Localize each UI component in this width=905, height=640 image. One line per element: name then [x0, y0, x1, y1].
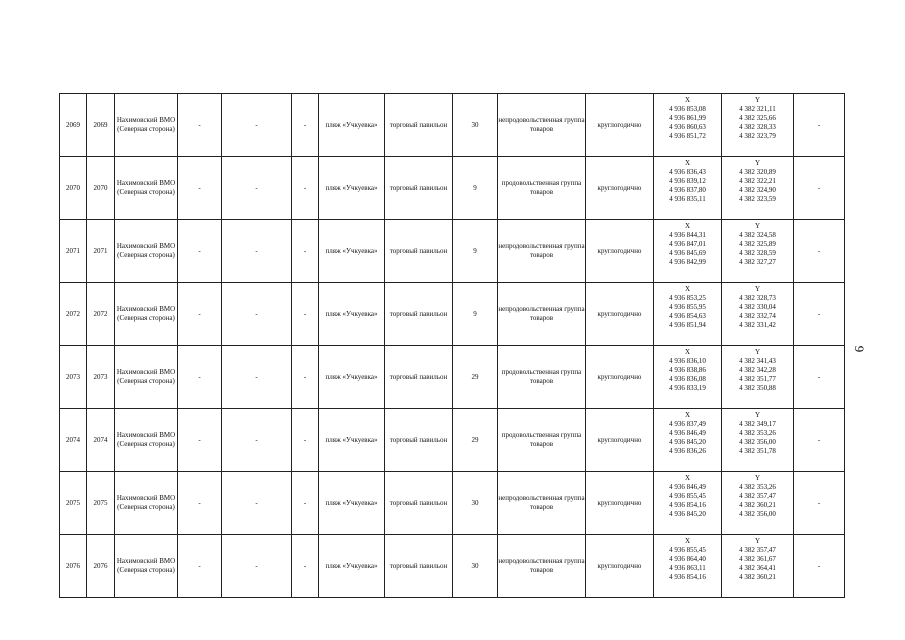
y-coordinate-value: 4 382 328,33: [739, 123, 776, 131]
x-coordinate-value: 4 936 855,45: [669, 546, 706, 554]
registry-table: [59, 93, 845, 598]
object-type-cell: торговый павильон: [385, 409, 453, 472]
x-coordinate-value: 4 936 847,01: [669, 240, 706, 248]
y-coordinate-value: 4 382 364,41: [739, 564, 776, 572]
y-coordinate-value: 4 382 328,73: [739, 294, 776, 302]
y-coordinate-value: 4 382 349,17: [739, 420, 776, 428]
y-coordinate-value: 4 382 323,79: [739, 132, 776, 140]
y-coordinate-value: 4 382 330,04: [739, 303, 776, 311]
x-coordinate-value: 4 936 845,69: [669, 249, 706, 257]
period-cell: круглогодично: [586, 157, 654, 220]
empty-cell-6: -: [292, 535, 319, 598]
table-row: [60, 283, 845, 346]
object-type-cell: торговый павильон: [385, 346, 453, 409]
specialization-cell: непродовольственная группа товаров: [498, 220, 586, 283]
location-cell: пляж «Учкуевка»: [319, 472, 385, 535]
empty-cell-5: -: [222, 535, 292, 598]
object-type-cell: торговый павильон: [385, 472, 453, 535]
period-cell: круглогодично: [586, 472, 654, 535]
district-cell: Нахимовский ВМО (Северная сторона): [115, 409, 178, 472]
x-coordinate-value: 4 936 836,26: [669, 447, 706, 455]
empty-cell-6: -: [292, 94, 319, 157]
object-number-cell: 2076: [87, 535, 115, 598]
location-cell: пляж «Учкуевка»: [319, 409, 385, 472]
x-coordinates-cell: [654, 94, 722, 157]
y-coordinates-cell: [722, 94, 794, 157]
y-coordinate-value: 4 382 357,47: [739, 546, 776, 554]
y-coordinate-value: 4 382 322,21: [739, 177, 776, 185]
y-coordinate-value: 4 382 357,47: [739, 492, 776, 500]
row-number-cell: 2072: [60, 283, 87, 346]
y-coordinate-value: 4 382 356,00: [739, 510, 776, 518]
table-body: [60, 94, 845, 598]
x-coordinate-value: 4 936 863,11: [669, 564, 706, 572]
y-coordinates-cell: [722, 472, 794, 535]
y-coordinates-cell: [722, 157, 794, 220]
period-cell: круглогодично: [586, 346, 654, 409]
y-coordinates-cell: [722, 220, 794, 283]
table-row: [60, 346, 845, 409]
row-number-cell: 2070: [60, 157, 87, 220]
table-row: [60, 409, 845, 472]
x-coordinate-value: 4 936 835,11: [669, 195, 706, 203]
object-type-cell: торговый павильон: [385, 535, 453, 598]
x-coordinate-value: X: [684, 159, 691, 167]
table-row: [60, 157, 845, 220]
period-cell: круглогодично: [586, 94, 654, 157]
table-row: [60, 535, 845, 598]
district-cell: Нахимовский ВМО (Северная сторона): [115, 94, 178, 157]
x-coordinate-value: 4 936 845,20: [669, 510, 706, 518]
empty-cell-6: -: [292, 472, 319, 535]
y-coordinates-cell: [722, 535, 794, 598]
period-cell: круглогодично: [586, 535, 654, 598]
area-cell: 9: [453, 220, 498, 283]
notes-cell: -: [794, 283, 845, 346]
x-coordinate-value: 4 936 855,45: [669, 492, 706, 500]
notes-cell: -: [794, 94, 845, 157]
empty-cell-6: -: [292, 346, 319, 409]
object-number-cell: 2074: [87, 409, 115, 472]
row-number-cell: 2076: [60, 535, 87, 598]
specialization-cell: непродовольственная группа товаров: [498, 94, 586, 157]
x-coordinate-value: 4 936 845,20: [669, 438, 706, 446]
x-coordinate-value: 4 936 854,16: [669, 501, 706, 509]
location-cell: пляж «Учкуевка»: [319, 283, 385, 346]
y-coordinate-value: 4 382 361,67: [739, 555, 776, 563]
x-coordinate-value: 4 936 846,49: [669, 483, 706, 491]
x-coordinates-cell: [654, 472, 722, 535]
area-cell: 30: [453, 94, 498, 157]
y-coordinate-value: 4 382 325,89: [739, 240, 776, 248]
row-number-cell: 2071: [60, 220, 87, 283]
x-coordinate-value: 4 936 864,40: [669, 555, 706, 563]
area-cell: 30: [453, 472, 498, 535]
empty-cell-5: -: [222, 472, 292, 535]
x-coordinate-value: 4 936 844,31: [669, 231, 706, 239]
x-coordinate-value: X: [684, 537, 691, 545]
empty-cell-4: -: [178, 157, 222, 220]
district-cell: Нахимовский ВМО (Северная сторона): [115, 535, 178, 598]
empty-cell-5: -: [222, 220, 292, 283]
x-coordinate-value: X: [684, 411, 691, 419]
empty-cell-6: -: [292, 283, 319, 346]
period-cell: круглогодично: [586, 283, 654, 346]
x-coordinate-value: 4 936 836,43: [669, 168, 706, 176]
object-type-cell: торговый павильон: [385, 283, 453, 346]
empty-cell-6: -: [292, 409, 319, 472]
y-coordinate-value: 4 382 353,26: [739, 429, 776, 437]
y-coordinate-value: 4 382 325,66: [739, 114, 776, 122]
x-coordinate-value: 4 936 861,99: [669, 114, 706, 122]
table-row: [60, 94, 845, 157]
x-coordinate-value: 4 936 853,08: [669, 105, 706, 113]
y-coordinate-value: 4 382 351,78: [739, 447, 776, 455]
empty-cell-4: -: [178, 283, 222, 346]
y-coordinates-cell: [722, 283, 794, 346]
district-cell: Нахимовский ВМО (Северная сторона): [115, 346, 178, 409]
y-coordinate-value: Y: [754, 474, 761, 482]
specialization-cell: непродовольственная группа товаров: [498, 535, 586, 598]
area-cell: 29: [453, 409, 498, 472]
x-coordinate-value: 4 936 860,63: [669, 123, 706, 131]
y-coordinate-value: 4 382 324,90: [739, 186, 776, 194]
empty-cell-4: -: [178, 94, 222, 157]
specialization-cell: продовольственная группа товаров: [498, 157, 586, 220]
y-coordinate-value: 4 382 331,42: [739, 321, 776, 329]
empty-cell-6: -: [292, 157, 319, 220]
empty-cell-5: -: [222, 94, 292, 157]
x-coordinates-cell: [654, 220, 722, 283]
notes-cell: -: [794, 220, 845, 283]
object-number-cell: 2075: [87, 472, 115, 535]
object-number-cell: 2072: [87, 283, 115, 346]
x-coordinate-value: 4 936 837,80: [669, 186, 706, 194]
empty-cell-4: -: [178, 472, 222, 535]
x-coordinates-cell: [654, 346, 722, 409]
district-cell: Нахимовский ВМО (Северная сторона): [115, 283, 178, 346]
location-cell: пляж «Учкуевка»: [319, 535, 385, 598]
notes-cell: -: [794, 157, 845, 220]
empty-cell-4: -: [178, 220, 222, 283]
y-coordinate-value: Y: [754, 348, 761, 356]
y-coordinate-value: 4 382 356,00: [739, 438, 776, 446]
y-coordinate-value: 4 382 353,26: [739, 483, 776, 491]
object-number-cell: 2071: [87, 220, 115, 283]
x-coordinates-cell: [654, 409, 722, 472]
y-coordinate-value: 4 382 360,21: [739, 501, 776, 509]
y-coordinate-value: 4 382 360,21: [739, 573, 776, 581]
empty-cell-5: -: [222, 346, 292, 409]
object-type-cell: торговый павильон: [385, 157, 453, 220]
x-coordinate-value: X: [684, 96, 691, 104]
table-row: [60, 220, 845, 283]
specialization-cell: непродовольственная группа товаров: [498, 472, 586, 535]
district-cell: Нахимовский ВМО (Северная сторона): [115, 472, 178, 535]
empty-cell-6: -: [292, 220, 319, 283]
x-coordinate-value: X: [684, 285, 691, 293]
y-coordinate-value: 4 382 327,27: [739, 258, 776, 266]
object-number-cell: 2070: [87, 157, 115, 220]
district-cell: Нахимовский ВМО (Северная сторона): [115, 220, 178, 283]
y-coordinate-value: 4 382 351,77: [739, 375, 776, 383]
period-cell: круглогодично: [586, 409, 654, 472]
empty-cell-4: -: [178, 535, 222, 598]
table-row: [60, 472, 845, 535]
y-coordinate-value: Y: [754, 285, 761, 293]
y-coordinate-value: Y: [754, 411, 761, 419]
object-type-cell: торговый павильон: [385, 220, 453, 283]
location-cell: пляж «Учкуевка»: [319, 220, 385, 283]
district-cell: Нахимовский ВМО (Северная сторона): [115, 157, 178, 220]
row-number-cell: 2073: [60, 346, 87, 409]
y-coordinate-value: Y: [754, 537, 761, 545]
y-coordinate-value: 4 382 324,58: [739, 231, 776, 239]
specialization-cell: продовольственная группа товаров: [498, 409, 586, 472]
x-coordinate-value: 4 936 838,86: [669, 366, 706, 374]
empty-cell-5: -: [222, 283, 292, 346]
x-coordinate-value: 4 936 846,49: [669, 429, 706, 437]
x-coordinate-value: 4 936 854,63: [669, 312, 706, 320]
empty-cell-4: -: [178, 409, 222, 472]
area-cell: 30: [453, 535, 498, 598]
row-number-cell: 2075: [60, 472, 87, 535]
x-coordinate-value: 4 936 836,08: [669, 375, 706, 383]
x-coordinate-value: 4 936 842,99: [669, 258, 706, 266]
x-coordinate-value: 4 936 833,19: [669, 384, 706, 392]
empty-cell-5: -: [222, 157, 292, 220]
y-coordinate-value: 4 382 323,59: [739, 195, 776, 203]
specialization-cell: непродовольственная группа товаров: [498, 283, 586, 346]
x-coordinate-value: 4 936 836,10: [669, 357, 706, 365]
notes-cell: -: [794, 346, 845, 409]
x-coordinate-value: 4 936 851,94: [669, 321, 706, 329]
y-coordinates-cell: [722, 346, 794, 409]
row-number-cell: 2074: [60, 409, 87, 472]
y-coordinates-cell: [722, 409, 794, 472]
object-number-cell: 2073: [87, 346, 115, 409]
x-coordinate-value: 4 936 837,49: [669, 420, 706, 428]
notes-cell: -: [794, 535, 845, 598]
x-coordinate-value: X: [684, 348, 691, 356]
y-coordinate-value: Y: [754, 96, 761, 104]
x-coordinate-value: 4 936 853,25: [669, 294, 706, 302]
notes-cell: -: [794, 472, 845, 535]
object-number-cell: 2069: [87, 94, 115, 157]
location-cell: пляж «Учкуевка»: [319, 94, 385, 157]
notes-cell: -: [794, 409, 845, 472]
x-coordinate-value: 4 936 839,12: [669, 177, 706, 185]
location-cell: пляж «Учкуевка»: [319, 346, 385, 409]
y-coordinate-value: 4 382 328,59: [739, 249, 776, 257]
x-coordinate-value: 4 936 854,16: [669, 573, 706, 581]
x-coordinate-value: 4 936 855,95: [669, 303, 706, 311]
location-cell: пляж «Учкуевка»: [319, 157, 385, 220]
x-coordinates-cell: [654, 157, 722, 220]
row-number-cell: 2069: [60, 94, 87, 157]
page-number: 9: [852, 345, 867, 353]
y-coordinate-value: 4 382 341,43: [739, 357, 776, 365]
empty-cell-4: -: [178, 346, 222, 409]
x-coordinate-value: X: [684, 222, 691, 230]
area-cell: 9: [453, 283, 498, 346]
x-coordinate-value: 4 936 851,72: [669, 132, 706, 140]
y-coordinate-value: 4 382 342,28: [739, 366, 776, 374]
y-coordinate-value: Y: [754, 222, 761, 230]
x-coordinate-value: X: [684, 474, 691, 482]
x-coordinates-cell: [654, 283, 722, 346]
area-cell: 29: [453, 346, 498, 409]
specialization-cell: продовольственная группа товаров: [498, 346, 586, 409]
y-coordinate-value: 4 382 320,89: [739, 168, 776, 176]
period-cell: круглогодично: [586, 220, 654, 283]
empty-cell-5: -: [222, 409, 292, 472]
y-coordinate-value: 4 382 332,74: [739, 312, 776, 320]
x-coordinates-cell: [654, 535, 722, 598]
y-coordinate-value: 4 382 321,11: [739, 105, 776, 113]
y-coordinate-value: 4 382 350,88: [739, 384, 776, 392]
area-cell: 9: [453, 157, 498, 220]
y-coordinate-value: Y: [754, 159, 761, 167]
object-type-cell: торговый павильон: [385, 94, 453, 157]
